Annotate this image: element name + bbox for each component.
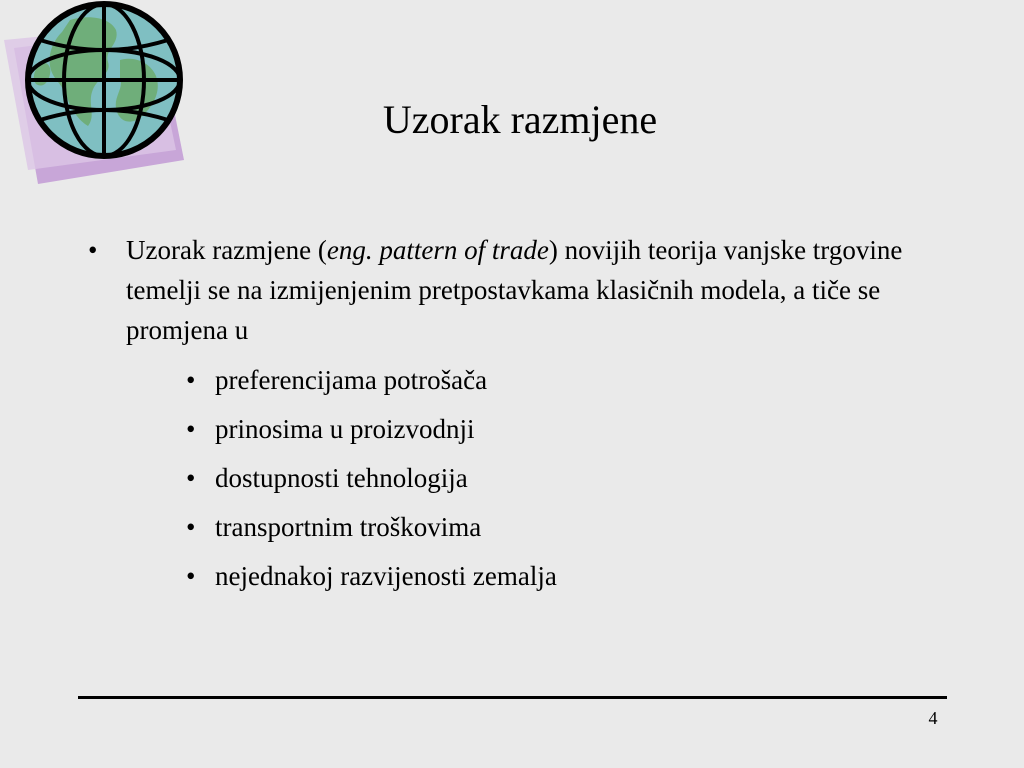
- list-item: [186, 405, 904, 454]
- sub-bullet-text: transportnim troškovima: [215, 512, 482, 542]
- bullet-marker: •: [88, 235, 98, 265]
- bullet-marker: •: [186, 512, 196, 542]
- bullet-marker: •: [186, 561, 196, 591]
- slide-body: [84, 230, 904, 601]
- slide-title: Uzorak razmjene: [382, 97, 658, 142]
- globe-icon: [0, 0, 200, 190]
- main-bullet-text-before: Uzorak razmjene (: [126, 235, 327, 265]
- bullet-marker: •: [186, 463, 196, 493]
- sub-bullet-text: preferencijama potrošača: [215, 365, 488, 395]
- globe-clipart: [0, 0, 200, 190]
- main-bullet-italic: eng. pattern of trade: [326, 235, 549, 265]
- sub-bullet-text: nejednakoj razvijenosti zemalja: [215, 561, 557, 591]
- list-item: [186, 503, 904, 552]
- sub-bullet-list: [84, 356, 904, 601]
- list-item: [186, 356, 904, 405]
- main-bullet: [84, 230, 904, 350]
- footer-divider: [78, 696, 947, 699]
- list-item: [186, 454, 904, 503]
- page-number: 4: [928, 708, 938, 728]
- bullet-marker: •: [186, 414, 196, 444]
- bullet-marker: •: [186, 365, 196, 395]
- sub-bullet-text: dostupnosti tehnologija: [215, 463, 468, 493]
- main-bullet-text-after: ) novijih teorija vanjske trgovine temelji se na izmijenjenim pretpostavkama klasičnih modela, a tiče se promjena u: [126, 235, 903, 345]
- sub-bullet-text: prinosima u proizvodnji: [215, 414, 475, 444]
- list-item: [186, 552, 904, 601]
